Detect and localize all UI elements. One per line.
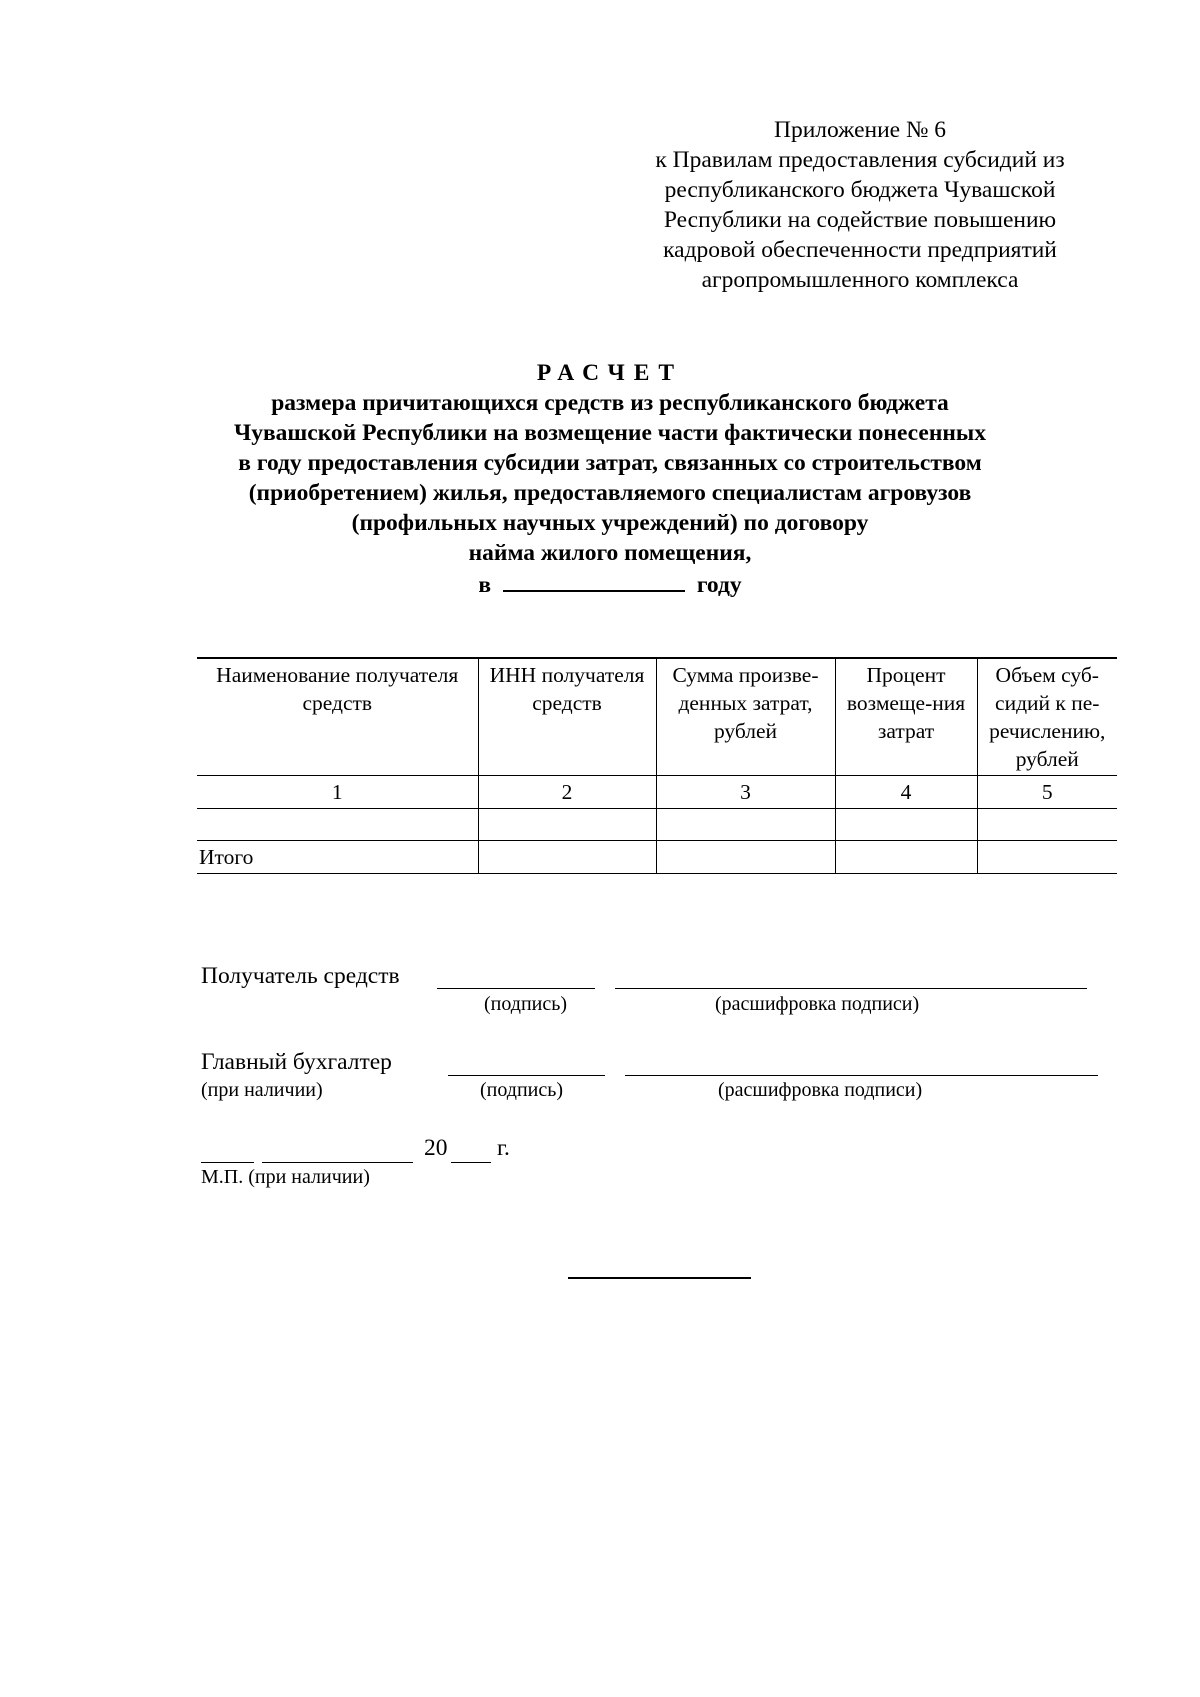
appendix-line: Приложение № 6 bbox=[773, 117, 947, 143]
table-cell[interactable] bbox=[478, 809, 656, 841]
chief-accountant-label: Главный бухгалтер bbox=[201, 1049, 392, 1075]
year-suffix: году bbox=[696, 572, 742, 598]
date-month-line[interactable] bbox=[262, 1162, 413, 1163]
title-line: (приобретением) жилья, предоставляемого специалистам агровузов bbox=[248, 480, 972, 506]
calculation-table bbox=[197, 657, 1117, 874]
number-cell: 4 bbox=[835, 776, 977, 809]
if-any-note: (при наличии) bbox=[201, 1079, 323, 1101]
header-cell: Процент возмеще-ния затрат bbox=[835, 658, 977, 776]
table-cell[interactable] bbox=[977, 841, 1117, 874]
total-label: Итого bbox=[197, 841, 478, 874]
table-cell[interactable] bbox=[478, 841, 656, 874]
number-cell: 5 bbox=[977, 776, 1117, 809]
year-prefix: в bbox=[478, 572, 492, 598]
number-cell: 1 bbox=[197, 776, 478, 809]
title-main: РАСЧЕТ bbox=[536, 360, 684, 386]
date-year-line[interactable] bbox=[451, 1162, 491, 1163]
signature-caption: (подпись) bbox=[480, 1079, 564, 1101]
title-year-line bbox=[150, 568, 1070, 600]
header-cell: Объем суб-сидий к пе-речислению, рублей bbox=[977, 658, 1117, 776]
appendix-line: республиканского бюджета Чувашской bbox=[664, 177, 1056, 203]
date-suffix: г. bbox=[497, 1135, 510, 1161]
appendix-line: кадровой обеспеченности предприятий bbox=[663, 237, 1057, 263]
table-cell[interactable] bbox=[835, 841, 977, 874]
table-cell[interactable] bbox=[835, 809, 977, 841]
table-cell[interactable] bbox=[656, 841, 835, 874]
recipient-decoding-line[interactable] bbox=[615, 988, 1087, 989]
header-cell: ИНН получателя средств bbox=[478, 658, 656, 776]
title-line: размера причитающихся средств из республиканского бюджета bbox=[271, 390, 949, 416]
accountant-signature-line[interactable] bbox=[448, 1075, 605, 1076]
date-year-prefix: 20 bbox=[424, 1135, 448, 1161]
table-header-row bbox=[197, 658, 1117, 776]
title-line: (профильных научных учреждений) по договору bbox=[351, 510, 869, 536]
title-line: Чувашской Республики на возмещение части фактически понесенных bbox=[233, 420, 987, 446]
header-cell: Наименование получателя средств bbox=[197, 658, 478, 776]
decoding-caption: (расшифровка подписи) bbox=[718, 1079, 923, 1101]
decoding-caption: (расшифровка подписи) bbox=[715, 993, 920, 1015]
number-cell: 2 bbox=[478, 776, 656, 809]
table-row bbox=[197, 809, 1117, 841]
appendix-line: к Правилам предоставления субсидий из bbox=[655, 147, 1065, 173]
signature-caption: (подпись) bbox=[484, 993, 568, 1015]
title-line: найма жилого помещения, bbox=[468, 540, 752, 566]
accountant-decoding-line[interactable] bbox=[625, 1075, 1098, 1076]
appendix-line: агропромышленного комплекса bbox=[701, 267, 1019, 293]
header-cell: Сумма произве-денных затрат, рублей bbox=[656, 658, 835, 776]
recipient-label: Получатель средств bbox=[201, 963, 400, 989]
stamp-note: М.П. (при наличии) bbox=[201, 1166, 370, 1188]
end-separator bbox=[568, 1277, 751, 1279]
table-cell[interactable] bbox=[197, 809, 478, 841]
table-total-row bbox=[197, 841, 1117, 874]
table-number-row bbox=[197, 776, 1117, 809]
document-title bbox=[150, 358, 1070, 600]
number-cell: 3 bbox=[656, 776, 835, 809]
title-line: в году предоставления субсидии затрат, связанных со строительством bbox=[238, 450, 982, 476]
year-blank[interactable] bbox=[503, 568, 685, 592]
recipient-signature-line[interactable] bbox=[437, 988, 595, 989]
appendix-block bbox=[600, 115, 1120, 295]
table-cell[interactable] bbox=[977, 809, 1117, 841]
appendix-line: Республики на содействие повышению bbox=[663, 207, 1057, 233]
date-day-line[interactable] bbox=[201, 1162, 254, 1163]
table-cell[interactable] bbox=[656, 809, 835, 841]
